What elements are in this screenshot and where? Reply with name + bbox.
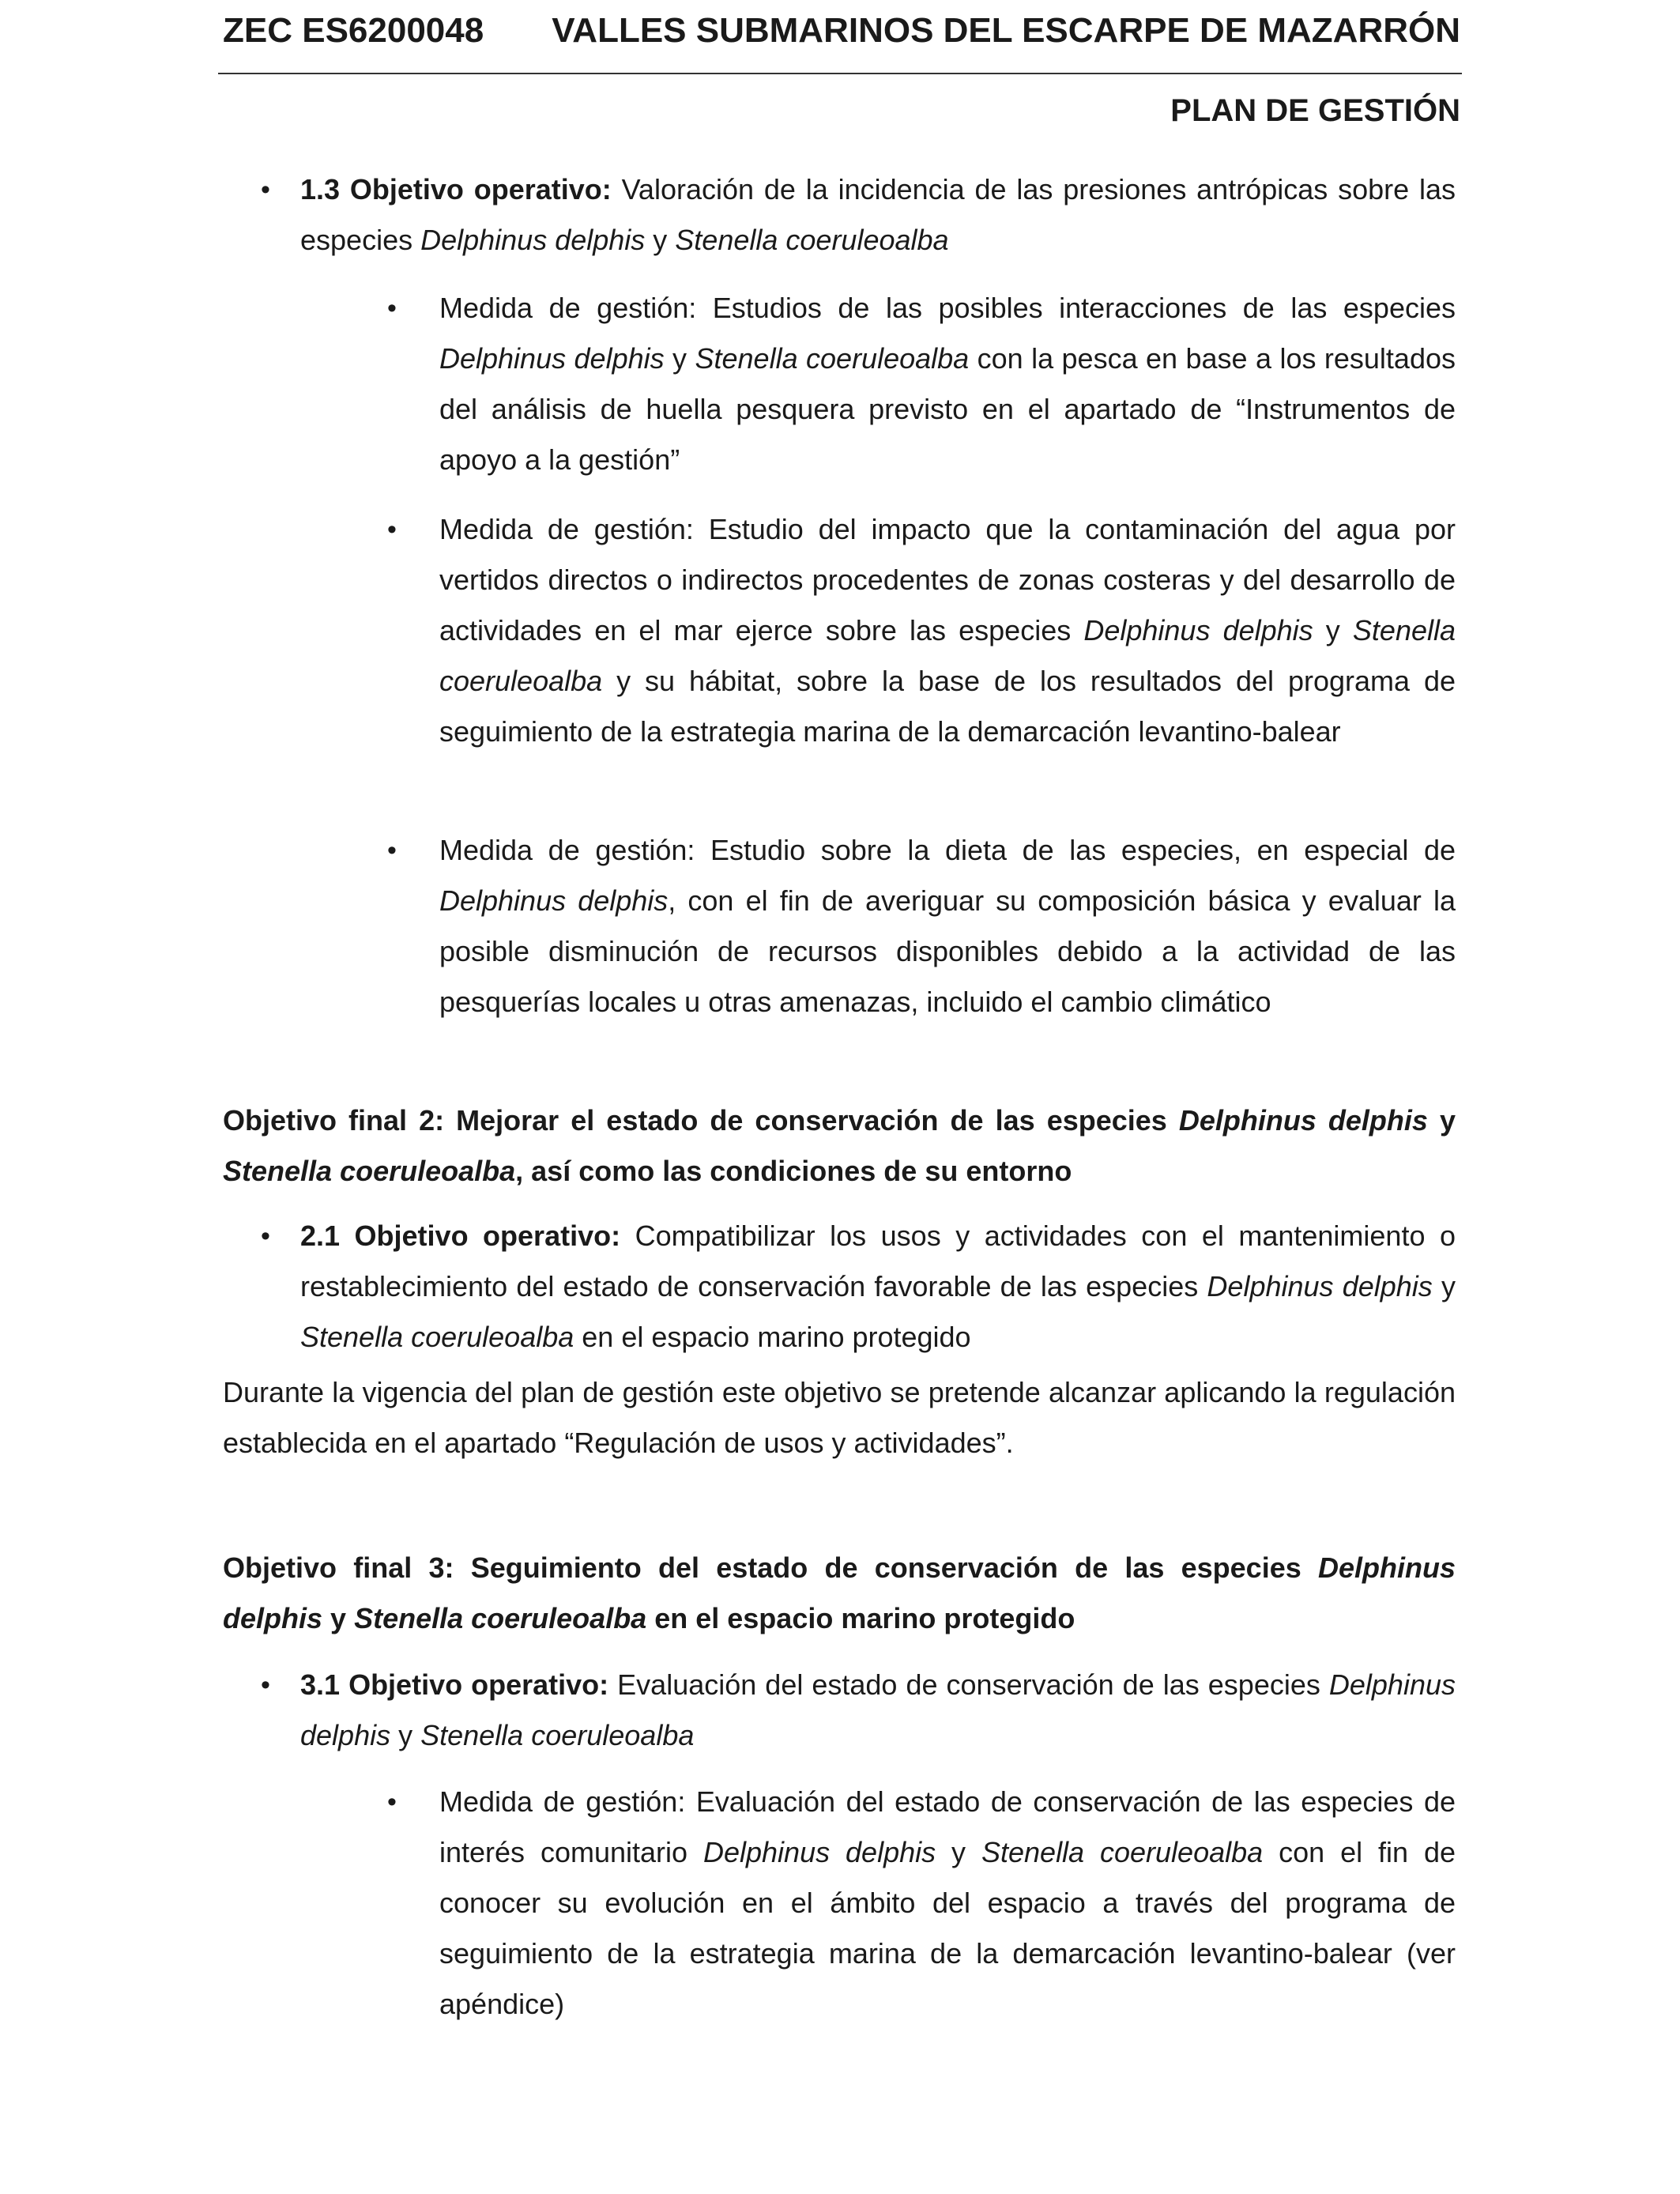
final-objective-3: Objetivo final 3: Seguimiento del estado de conservación de las especies Delphinus delphis y Stenella coeruleoalba en el espacio marino protegido xyxy=(223,1551,1456,1634)
objective-3-1: 3.1 Objetivo operativo: Evaluación del estado de conservación de las especies Delphinus delphis y Stenella coeruleoalba xyxy=(300,1668,1456,1751)
objective-2-1: 2.1 Objetivo operativo: Compatibilizar los usos y actividades con el mantenimiento o restablecimiento del estado de conservación favorable de las especies Delphinus delphis y Stenella coeruleoalba en el espacio marino protegido xyxy=(300,1220,1456,1353)
bullet-icon: • xyxy=(387,1787,397,1817)
measure-1: Medida de gestión: Estudios de las posibles interacciones de las especies Delphinus delphis y Stenella coeruleoalba con la pesca en base a los resultados del análisis de huella pesquera previsto en el apartado de “Instrumentos de apoyo a la gestión” xyxy=(439,292,1456,476)
final-objective-2: Objetivo final 2: Mejorar el estado de conservación de las especies Delphinus delphis y Stenella coeruleoalba, así como las condiciones de su entorno xyxy=(223,1104,1456,1187)
regulation-paragraph: Durante la vigencia del plan de gestión este objetivo se pretende alcanzar aplicando la regulación establecida en el apartado “Regulación de usos y actividades”. xyxy=(223,1376,1456,1459)
bullet-icon: • xyxy=(387,835,397,865)
document-subtitle: PLAN DE GESTIÓN xyxy=(1170,93,1460,128)
objective-label: 2.1 Objetivo operativo: xyxy=(300,1220,621,1252)
bullet-icon: • xyxy=(387,293,397,323)
header-divider xyxy=(218,73,1462,74)
page-header xyxy=(220,8,1460,63)
objective-label: 1.3 Objetivo operativo: xyxy=(300,173,612,205)
bullet-icon: • xyxy=(387,515,397,545)
site-code: ZEC ES6200048 xyxy=(223,11,484,50)
objective-label: 3.1 Objetivo operativo: xyxy=(300,1668,609,1701)
bullet-icon: • xyxy=(261,1670,270,1700)
measure-3: Medida de gestión: Estudio sobre la dieta de las especies, en especial de Delphinus delphis, con el fin de averiguar su composición básica y evaluar la posible disminución de recursos disponibles debido a la actividad de las pesquerías locales u otras amenazas, incluido el cambio climático xyxy=(439,834,1456,1018)
measure-2: Medida de gestión: Estudio del impacto que la contaminación del agua por vertidos directos o indirectos procedentes de zonas costeras y del desarrollo de actividades en el mar ejerce sobre las especies Delphinus delphis y Stenella coeruleoalba y su hábitat, sobre la base de los resultados del programa de seguimiento de la estrategia marina de la demarcación levantino-balear xyxy=(439,513,1456,748)
measure-4: Medida de gestión: Evaluación del estado de conservación de las especies de interés comunitario Delphinus delphis y Stenella coeruleoalba con el fin de conocer su evolución en el ámbito del espacio a través del programa de seguimiento de la estrategia marina de la demarcación levantino-balear (ver apéndice) xyxy=(439,1785,1456,2020)
bullet-icon: • xyxy=(261,175,270,205)
objective-1-3: 1.3 Objetivo operativo: Valoración de la incidencia de las presiones antrópicas sobre las especies Delphinus delphis y Stenella coeruleoalba xyxy=(300,173,1456,256)
site-title: VALLES SUBMARINOS DEL ESCARPE DE MAZARRÓN xyxy=(552,11,1460,50)
bullet-icon: • xyxy=(261,1221,270,1251)
